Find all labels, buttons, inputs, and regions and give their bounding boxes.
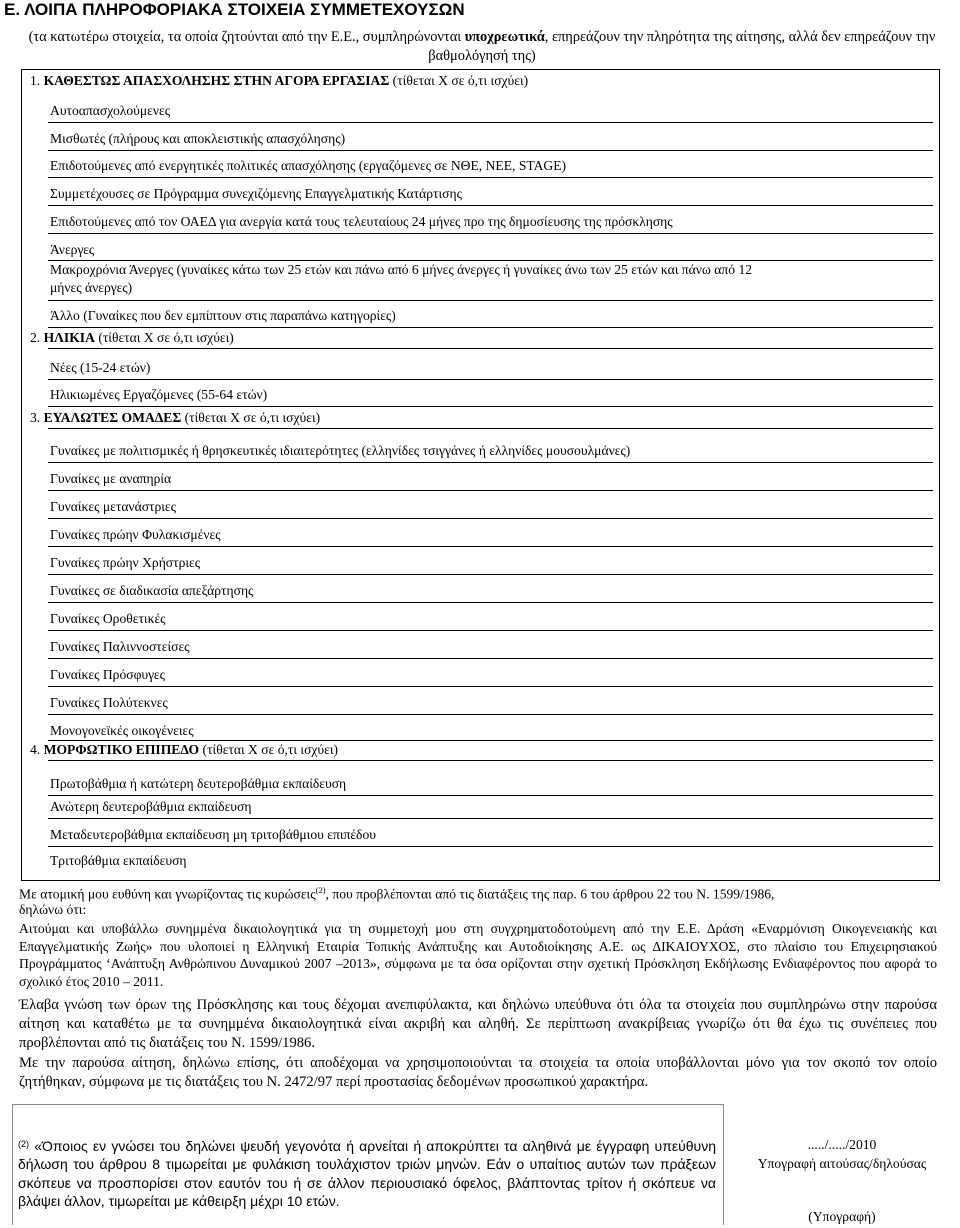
option-other[interactable]: Άλλο (Γυναίκες που δεν εμπίπτουν στις παραπάνω κατηγορίες) <box>50 308 396 323</box>
option-young[interactable]: Νέες (15-24 ετών) <box>50 360 151 375</box>
section-2-heading <box>30 330 234 346</box>
signature-date[interactable]: ...../...../2010 <box>807 1137 877 1152</box>
row-divider <box>48 760 933 761</box>
row-divider <box>48 846 933 847</box>
section-number: 4. <box>30 742 41 757</box>
declaration-body: Αιτούμαι και υποβάλλω συνημμένα δικαιολογητικά για τη συμμετοχή μου στη συγχρηματοδοτούμενη από την Ε.Ε. Δράση «Εναρμόνιση Οικογενειακής και Επαγγελματικής Ζωής» που υλοποιεί η Ελληνική Εταιρία Τοπικής Ανάπτυξης και Αυτοδιοίκησης Α.Ε. ως ΔΙΚΑΙΟΥΧΟΣ, στο πλαίσιο του Επιχειρησιακού Προγράμματος ‘Ανάπτυξη Ανθρώπινου Δυναμικού 2007 –2013», σύμφωνα με τα όσα ορίζονται στην σχετική Πρόσκληση Εκδήλωσης Ενδιαφέροντος που αφορά το σχολικό έτος 2010 – 2011. <box>19 921 937 989</box>
row-divider <box>48 740 933 741</box>
row-divider <box>48 205 933 206</box>
section-number: 2. <box>30 330 41 345</box>
option-large-families[interactable]: Γυναίκες Πολύτεκνες <box>50 695 168 710</box>
footnote-marker: (2) <box>18 1139 29 1149</box>
section-3-heading <box>30 410 320 426</box>
page-subtitle <box>22 28 942 66</box>
row-divider <box>48 379 933 380</box>
row-divider <box>48 348 933 349</box>
option-long-term-unemployed-cont: μήνες άνεργες) <box>50 280 133 295</box>
row-divider <box>48 686 933 687</box>
option-salaried[interactable]: Μισθωτές (πλήρους και αποκλειστικής απασχόλησης) <box>50 131 346 146</box>
row-divider <box>48 462 933 463</box>
option-refugees[interactable]: Γυναίκες Πρόσφυγες <box>50 667 166 682</box>
signature-field[interactable]: (Υπογραφή) <box>808 1209 876 1224</box>
section-title: ΜΟΡΦΩΤΙΚΟ ΕΠΙΠΕΔΟ <box>43 742 200 757</box>
section-1-heading <box>30 73 528 89</box>
option-unemployed[interactable]: Άνεργες <box>50 242 95 257</box>
declaration-heading: δηλώνω ότι: <box>19 902 87 917</box>
option-self-employed[interactable]: Αυτοαπασχολούμενες <box>50 103 171 118</box>
section-number: 1. <box>30 73 41 88</box>
footnote-body: «Όποιος εν γνώσει του δηλώνει ψευδή γεγονότα ή αρνείται ή αποκρύπτει τα αληθινά με έγγραφη υπεύθυνη δήλωση του άρθρου 8 τιμωρείται με φυλάκιση τουλάχιστον τριών μηνών. Εάν ο υπαίτιος αυτών των πράξεων σκόπευε να προσπορίσει στον εαυτόν του ή σε άλλον περιουσιακό όφελος, βλάπτοντας τρίτον ή σκόπευε να βλάψει άλλον, τιμωρείται με κάθειρξη μέχρι 10 ετών. <box>18 1138 716 1209</box>
option-upper-secondary[interactable]: Ανώτερη δευτεροβάθμια εκπαίδευση <box>50 799 252 814</box>
row-divider <box>48 518 933 519</box>
row-divider <box>48 428 933 429</box>
row-divider <box>48 714 933 715</box>
declaration-intro <box>19 882 937 903</box>
page-title: Ε. ΛΟΙΠΑ ΠΛΗΡΟΦΟΡΙΑΚΑ ΣΤΟΙΧΕΙΑ ΣΥΜΜΕΤΕΧΟΥΣΩΝ <box>4 0 465 19</box>
option-training[interactable]: Συμμετέχουσες σε Πρόγραμμα συνεχιζόμενης Επαγγελματικής Κατάρτισης <box>50 186 462 201</box>
row-divider <box>48 177 933 178</box>
option-oaed-subsidized[interactable]: Επιδοτούμενες από τον ΟΑΕΔ για ανεργία κατά τους τελευταίους 24 μήνες προ της δημοσίευσης της πρόσκλησης <box>50 214 673 229</box>
declaration-text: , που προβλέπονται από τις διατάξεις της παρ. 6 του άρθρου 22 του Ν. 1599/1986, <box>325 886 775 902</box>
signature-label: Υπογραφή αιτούσας/δηλούσας <box>757 1156 927 1171</box>
row-divider <box>48 630 933 631</box>
row-divider <box>48 658 933 659</box>
section-title: ΗΛΙΚΙΑ <box>43 330 95 345</box>
footnote-text <box>18 1137 716 1210</box>
option-active-policies[interactable]: Επιδοτούμενες από ενεργητικές πολιτικές απασχόλησης (εργαζόμενες σε ΝΘΕ, ΝΕΕ, STAGE) <box>50 158 567 173</box>
row-divider <box>48 546 933 547</box>
declaration-consent: Με την παρούσα αίτηση, δηλώνω επίσης, ότι αποδέχομαι να χρησιμοποιούνται τα στοιχεία τα οποία υποβάλλονται μόνο για τον σκοπό τον οποίο ζητήθηκαν, σύμφωνα με τις διατάξεις του Ν. 2472/97 περί προστασίας δεδομένων προσωπικού χαρακτήρα. <box>19 1055 937 1090</box>
row-divider <box>48 150 933 151</box>
section-note: (τίθεται Χ σε ό,τι ισχύει) <box>202 742 339 757</box>
footnote-ref: (2) <box>315 885 326 895</box>
option-long-term-unemployed[interactable]: Μακροχρόνια Άνεργες (γυναίκες κάτω των 25 ετών και πάνω από 6 μήνες άνεργες ή γυναίκες άνω των 25 ετών και πάνω από 12 <box>50 262 753 277</box>
option-migrants[interactable]: Γυναίκες μετανάστριες <box>50 499 177 514</box>
option-disability[interactable]: Γυναίκες με αναπηρία <box>50 471 172 486</box>
option-former-users[interactable]: Γυναίκες πρώην Χρήστριες <box>50 555 201 570</box>
subtitle-text-end: , επηρεάζουν την πληρότητα της αίτησης, αλλά δεν επηρεάζουν την βαθμολόγησή της) <box>428 29 936 64</box>
declaration-terms: Έλαβα γνώση των όρων της Πρόσκλησης και τους δέχομαι ανεπιφύλακτα, και δηλώνω υπεύθυνα ότι όλα τα στοιχεία που συμπληρώνω στην παρούσα αίτηση και καταθέτω με τα συνημμένα δικαιολογητικά είναι ακριβή και αληθή. Σε περίπτωση ανακρίβειας γνωρίζω ότι θα έχω τις συνέπειες που προβλέπονται από τις διατάξεις του Ν. 1599/1986. <box>19 997 937 1051</box>
row-divider <box>48 602 933 603</box>
row-divider <box>48 233 933 234</box>
option-post-secondary[interactable]: Μεταδευτεροβάθμια εκπαίδευση μη τριτοβάθμιου επιπέδου <box>50 827 376 842</box>
section-number: 3. <box>30 410 41 425</box>
row-divider <box>48 122 933 123</box>
section-note: (τίθεται Χ σε ό,τι ισχύει) <box>392 73 529 88</box>
option-older-workers[interactable]: Ηλικιωμένες Εργαζόμενες (55-64 ετών) <box>50 387 268 402</box>
row-divider <box>48 260 933 261</box>
option-hiv-positive[interactable]: Γυναίκες Οροθετικές <box>50 611 166 626</box>
subtitle-text: (τα κατωτέρω στοιχεία, τα οποία ζητούνται από την Ε.Ε., συμπληρώνονται <box>28 29 465 45</box>
section-note: (τίθεται Χ σε ό,τι ισχύει) <box>184 410 321 425</box>
option-primary-education[interactable]: Πρωτοβάθμια ή κατώτερη δευτεροβάθμια εκπαίδευση <box>50 776 347 791</box>
subtitle-bold: υποχρεωτικά <box>464 29 545 45</box>
option-cultural-religious[interactable]: Γυναίκες με πολιτισμικές ή θρησκευτικές ιδιαιτερότητες (ελληνίδες τσιγγάνες ή ελληνίδες μουσουλμάνες) <box>50 443 631 458</box>
row-divider <box>48 574 933 575</box>
row-divider <box>48 300 933 301</box>
option-former-prisoners[interactable]: Γυναίκες πρώην Φυλακισμένες <box>50 527 221 542</box>
option-single-parent[interactable]: Μονογονεϊκές οικογένειες <box>50 723 194 738</box>
section-4-heading <box>30 742 338 758</box>
option-tertiary[interactable]: Τριτοβάθμια εκπαίδευση <box>50 853 187 868</box>
section-title: ΕΥΑΛΩΤΕΣ ΟΜΑΔΕΣ <box>43 410 182 425</box>
row-divider <box>48 327 933 328</box>
row-divider <box>48 490 933 491</box>
row-divider <box>48 818 933 819</box>
section-note: (τίθεται Χ σε ό,τι ισχύει) <box>98 330 234 345</box>
section-title: ΚΑΘΕΣΤΩΣ ΑΠΑΣΧΟΛΗΣΗΣ ΣΤΗΝ ΑΓΟΡΑ ΕΡΓΑΣΙΑΣ <box>43 73 390 88</box>
declaration-text: Με ατομική μου ευθύνη και γνωρίζοντας τις κυρώσεις <box>19 886 316 902</box>
option-repatriated[interactable]: Γυναίκες Παλιννοστείσες <box>50 639 190 654</box>
option-rehab[interactable]: Γυναίκες σε διαδικασία απεξάρτησης <box>50 583 254 598</box>
row-divider <box>48 406 933 407</box>
row-divider <box>48 795 933 796</box>
